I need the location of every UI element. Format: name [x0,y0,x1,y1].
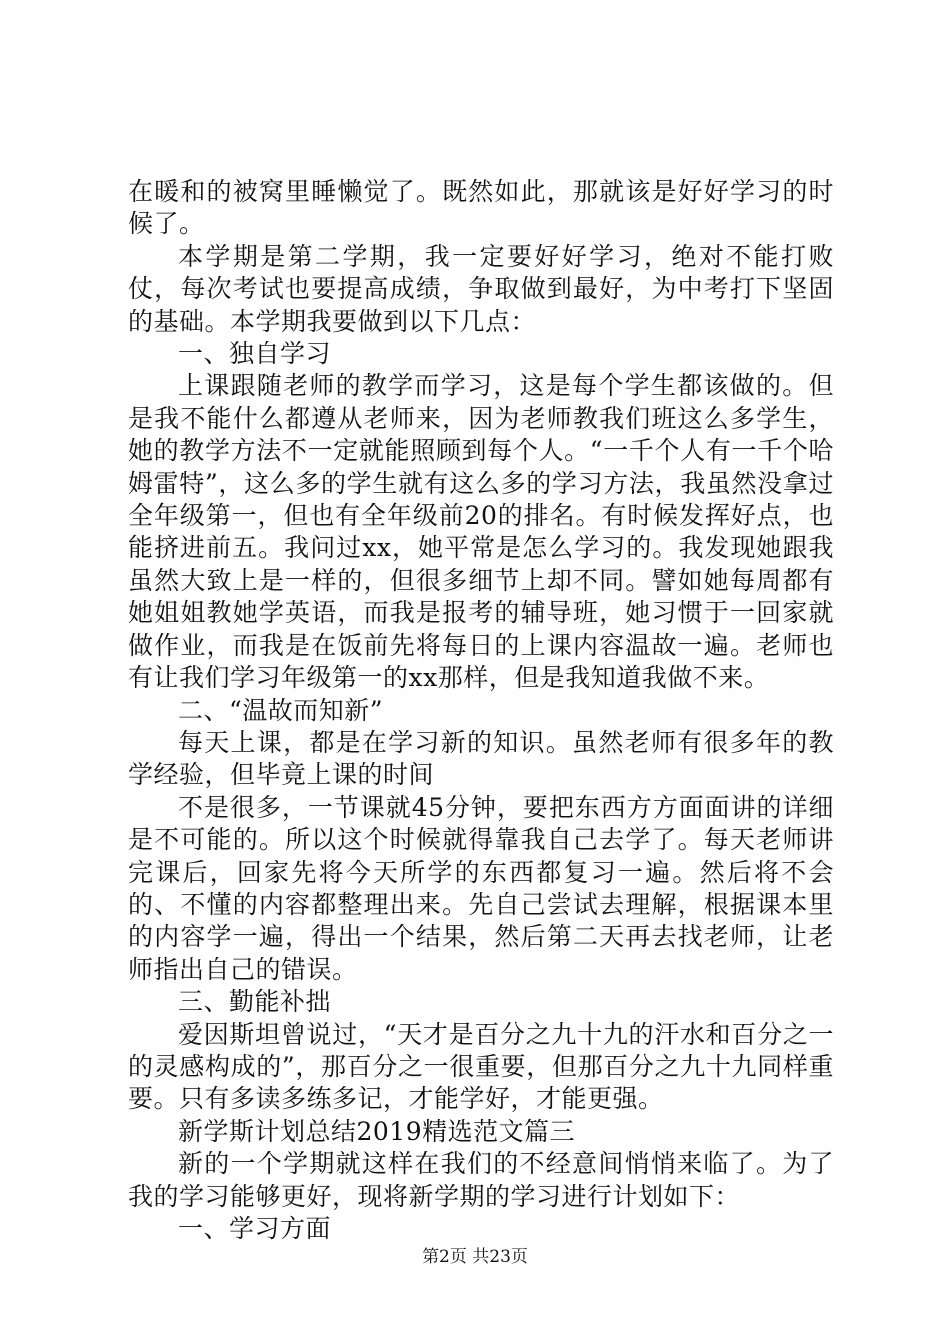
paragraph: 在暖和的被窝里睡懒觉了。既然如此，那就该是好好学习的时候了。 [128,177,834,239]
section-heading: 二、“温故而知新” [178,695,384,725]
section-heading: 一、独自学习 [178,339,332,369]
paragraph: 每天上课，都是在学习新的知识。虽然老师有很多年的教学经验，但毕竟上课的时间 [128,727,834,790]
paragraph: 不是很多，一节课就45分钟，要把东西方方面面讲的详细是不可能的。所以这个时候就得靠我自己去学了。每天老师讲完课后，回家先将今天所学的东西都复习一遍。然后将不会的、不懂的内容都整理出来。先自己尝试去理解，根据课本里的内容学一遍，得出一个结果，然后第二天再去找老师，让老师指出自己的错误。 [128,792,834,984]
paragraph: 新的一个学期就这样在我们的不经意间悄悄来临了。为了我的学习能够更好，现将新学期的学习进行计划如下： [128,1149,834,1211]
paragraph: 上课跟随老师的教学而学习，这是每个学生都该做的。但是我不能什么都遵从老师来，因为老师教我们班这么多学生，她的教学方法不一定就能照顾到每个人。“一千个人有一千个哈姆雷特”，这么多的学生就有这么多的学习方法，我虽然没拿过全年级第一，但也有全年级前20的排名。有时候发挥好点，也能挤进前五。我问过xx，她平常是怎么学习的。我发现她跟我虽然大致上是一样的，但很多细节上却不同。譬如她每周都有她姐姐教她学英语，而我是报考的辅导班，她习惯于一回家就做作业，而我是在饭前先将每日的上课内容温故一遍。老师也有让我们学习年级第一的xx那样，但是我知道我做不来。 [128,371,834,693]
paragraph: 爱因斯坦曾说过，“天才是百分之九十九的汗水和百分之一的灵感构成的”，那百分之一很重要，但那百分之九十九同样重要。只有多读多练多记，才能学好，才能更强。 [128,1019,834,1114]
section-heading: 一、学习方面 [178,1214,332,1243]
document-body [128,176,834,1245]
paragraph: 本学期是第二学期，我一定要好好学习，绝对不能打败仗，每次考试也要提高成绩，争取做到最好，为中考打下坚固的基础。本学期我要做到以下几点： [128,241,834,336]
article-subtitle: 新学斯计划总结2019精选范文篇三 [178,1116,576,1146]
section-heading: 三、勤能补拙 [178,987,332,1017]
page-footer: 第2页 共23页 [422,1247,528,1267]
